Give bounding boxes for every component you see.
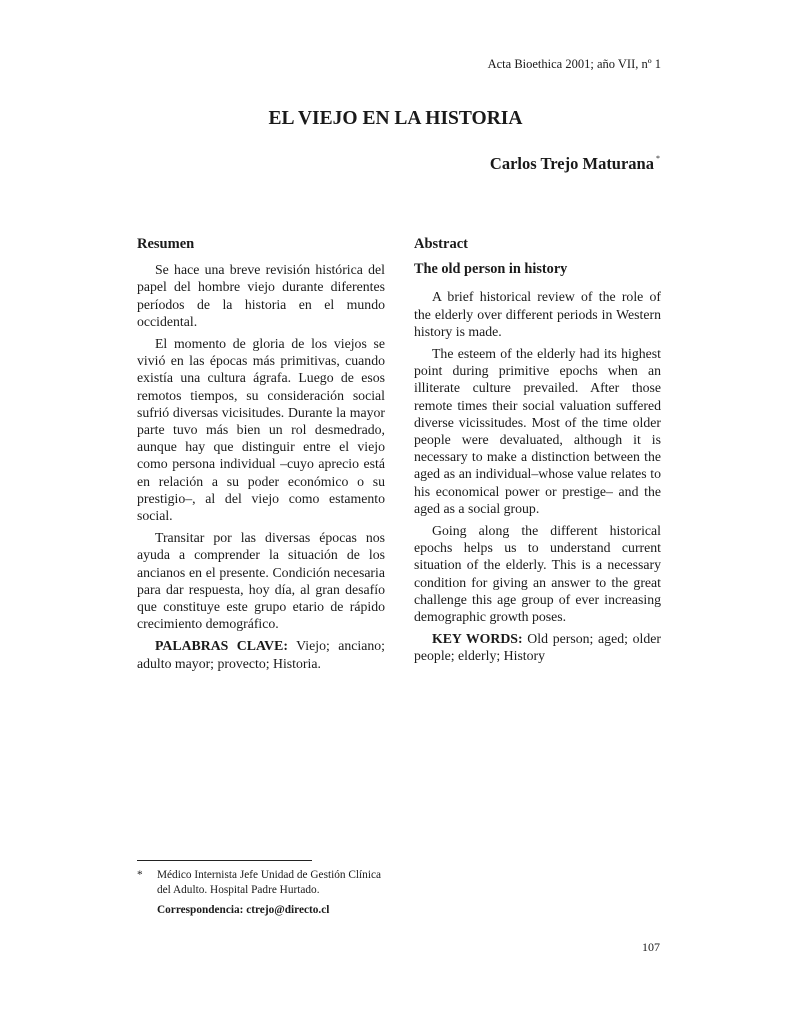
correspondence: Correspondencia: ctrejo@directo.cl (157, 904, 330, 916)
abstract-paragraph: Going along the different historical epochs helps us to understand current situation of the elderly. This is a necessary condition for giving an answer to the great challenge this age group of ever increasing demographic growth poses. (414, 523, 661, 625)
keywords-text: Old person; aged; older people; elderly; History (414, 631, 661, 664)
footnote-mark: * (137, 869, 143, 881)
journal-citation: Acta Bioethica 2001; año VII, nº 1 (487, 57, 661, 71)
resumen-column (137, 236, 385, 677)
resumen-paragraph: Se hace una breve revisión histórica del papel del hombre viejo durante diferentes períodos de la historia en el mundo occidental. (137, 262, 385, 329)
abstract-keywords (414, 630, 661, 664)
keywords-label: PALABRAS CLAVE: (155, 638, 288, 654)
footnote (137, 868, 397, 918)
abstract-paragraph: A brief historical review of the role of the elderly over different periods in Western history is made. (414, 289, 661, 339)
page-number: 107 (642, 940, 660, 954)
resumen-heading: Resumen (137, 236, 195, 252)
resumen-paragraph: Transitar por las diversas épocas nos ayuda a comprender la situación de los ancianos en el presente. Condición necesaria para dar respuesta, hoy día, al gran desafío que constituye este grupo etario de rápido crecimiento demográfico. (137, 530, 385, 632)
resumen-paragraph: El momento de gloria de los viejos se vivió en las épocas más primitivas, cuando existía una cultura ágrafa. Luego de esos remotos tiempos, su consideración social sufrió diversas vicisitudes. Durante la mayor parte tuvo más bien un rol desmedrado, aunque hay que distinguir entre el viejo como persona individual –cuyo aprecio está en relación a su poder económico o su prestigio–, al del viejo como estamento social. (137, 336, 385, 524)
author-footnote-mark: * (656, 154, 660, 163)
abstract-column (414, 236, 661, 670)
abstract-heading: Abstract (414, 236, 468, 252)
abstract-paragraph: The esteem of the elderly had its highest point during primitive epochs when an illiterate culture prevailed. After those remote times their social valuation suffered diverse vicissitudes. Most of the time older people were devaluated, although it is necessary to make a distinction between the aged as an individual–whose value relates to his economical power or prestige– and the aged as a social group. (414, 346, 661, 516)
footnote-divider (137, 860, 312, 861)
article-title: EL VIEJO EN LA HISTORIA (268, 108, 523, 129)
footnote-text: Médico Internista Jefe Unidad de Gestión Clínica del Adulto. Hospital Padre Hurtado. (157, 869, 381, 896)
resumen-keywords (137, 637, 385, 671)
author-name: Carlos Trejo Maturana (489, 154, 654, 173)
abstract-subheading: The old person in history (414, 261, 568, 278)
keywords-label: KEY WORDS: (432, 631, 523, 647)
keywords-text: Viejo; anciano; adulto mayor; provecto; Historia. (137, 638, 385, 671)
author-line (490, 154, 660, 174)
